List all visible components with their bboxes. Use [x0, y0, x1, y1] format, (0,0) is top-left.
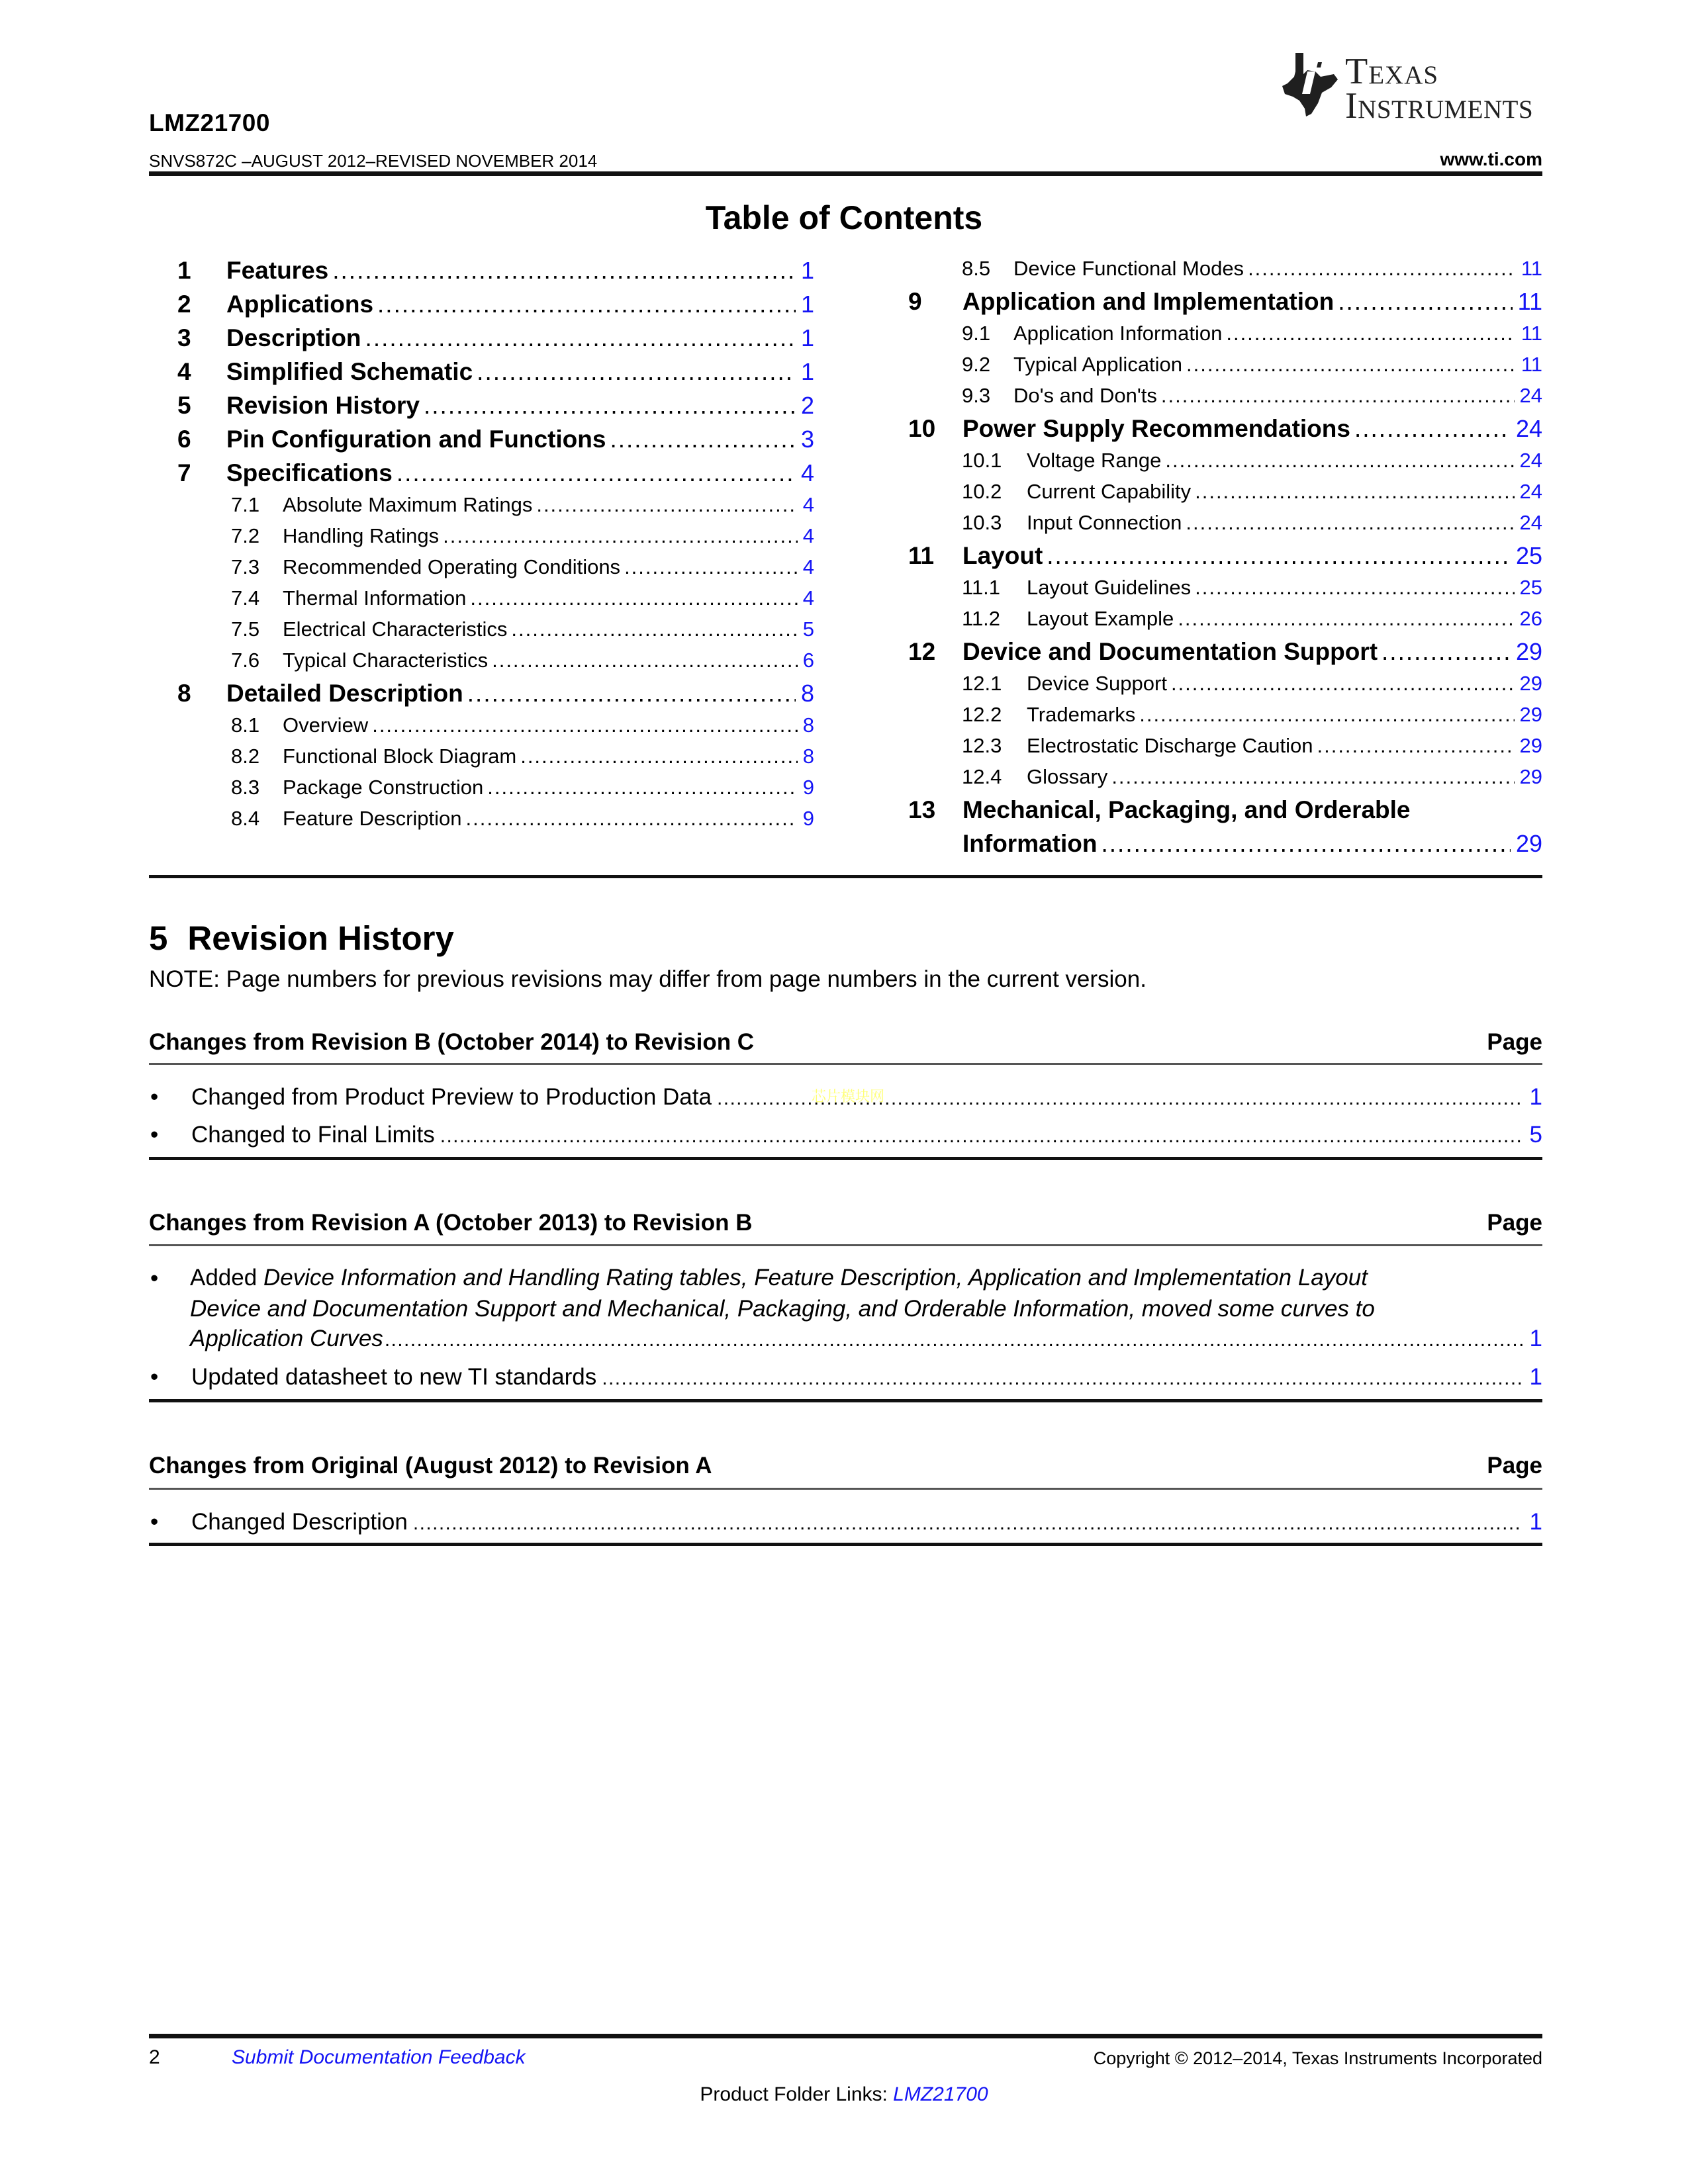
toc-entry-number: 5	[177, 392, 191, 419]
toc-entry-page-link[interactable]: 5	[802, 617, 814, 641]
leader-dots	[424, 392, 796, 420]
toc-entry-page-link[interactable]: 29	[1515, 638, 1542, 665]
toc-entry-label: Input Connection	[1027, 511, 1182, 534]
toc-entry[interactable]	[177, 713, 814, 745]
change-item	[149, 1122, 1542, 1148]
toc-entry-page-link[interactable]: 2	[800, 392, 814, 419]
toc-entry[interactable]	[177, 493, 814, 524]
toc-entry-page-link[interactable]: 8	[802, 713, 814, 737]
toc-entry-number: 8.5	[962, 257, 991, 280]
bullet: •	[150, 1122, 159, 1148]
leader-dots	[511, 617, 797, 641]
change-text: Changed from Product Preview to Production Data	[191, 1084, 712, 1110]
section-number: 5	[149, 919, 168, 957]
leader-dots	[602, 1367, 1523, 1390]
toc-entry[interactable]	[908, 480, 1542, 511]
footer-rule	[149, 2034, 1542, 2038]
toc-entry[interactable]	[908, 672, 1542, 703]
toc-entry[interactable]	[177, 807, 814, 838]
toc-entry-page-link[interactable]: 1	[800, 324, 814, 351]
toc-entry[interactable]	[177, 291, 814, 324]
toc-entry-page-link[interactable]: 4	[802, 493, 814, 516]
toc-entry-label: Description	[226, 324, 361, 351]
change-group-end-rule	[149, 1399, 1542, 1402]
toc-entry-number: 7.6	[231, 649, 260, 672]
part-number: LMZ21700	[149, 109, 270, 136]
leader-dots	[365, 324, 796, 352]
toc-entry-label: Absolute Maximum Ratings	[283, 493, 533, 516]
bullet: •	[150, 1265, 159, 1291]
change-group-rule	[149, 1063, 1542, 1065]
toc-entry-label: Device Functional Modes	[1013, 257, 1244, 280]
toc-entry-label: Typical Characteristics	[283, 649, 489, 672]
change-text-line2: Device and Documentation Support and Mechanical, Packaging, and Orderable Information, moved some curves to	[190, 1296, 1375, 1322]
page-column-label: Page	[1487, 1029, 1542, 1055]
toc-bottom-rule	[149, 875, 1542, 878]
leader-dots	[440, 1125, 1523, 1148]
leader-dots	[610, 426, 796, 453]
toc-entry[interactable]	[908, 734, 1542, 765]
leader-dots	[1186, 511, 1514, 535]
toc-entry-number: 7	[177, 459, 191, 486]
toc-entry[interactable]	[908, 415, 1542, 449]
change-group-end-rule	[149, 1543, 1542, 1546]
toc-entry[interactable]	[908, 796, 1542, 864]
toc-entry-page-link[interactable]: 4	[802, 586, 814, 610]
submit-feedback-link[interactable]: Submit Documentation Feedback	[232, 2046, 526, 2068]
toc-entry-line1	[908, 796, 1542, 830]
toc-entry-label: Information	[962, 830, 1098, 857]
toc-entry-page-link[interactable]: 1	[800, 358, 814, 385]
toc-entry-number: 11	[908, 542, 935, 569]
toc-entry-page-link[interactable]: 24	[1519, 511, 1542, 534]
change-group-title: Changes from Revision B (October 2014) to Revision C	[149, 1029, 755, 1055]
toc-entry[interactable]	[908, 607, 1542, 638]
change-page-link[interactable]: 1	[1529, 1084, 1542, 1110]
toc-entry-label: Electrostatic Discharge Caution	[1027, 734, 1313, 757]
page-column-label: Page	[1487, 1210, 1542, 1236]
toc-entry-page-link[interactable]: 11	[1521, 257, 1542, 280]
toc-entry-number: 12.1	[962, 672, 1002, 695]
toc-entry-page-link[interactable]: 29	[1515, 830, 1542, 857]
footer-copyright: Copyright © 2012–2014, Texas Instruments Incorporated	[1093, 2048, 1542, 2068]
toc-entry-label: Recommended Operating Conditions	[283, 555, 621, 578]
toc-entry-page-link[interactable]: 9	[802, 776, 814, 799]
toc-entry-number: 11.2	[962, 607, 1001, 630]
watermark-text: 芯片模块网	[812, 1088, 885, 1105]
leader-dots	[1165, 449, 1514, 473]
leader-dots	[520, 745, 798, 768]
toc-entry[interactable]	[177, 555, 814, 586]
toc-entry[interactable]	[177, 586, 814, 617]
leader-dots	[1139, 703, 1514, 727]
leader-dots	[397, 459, 796, 487]
change-page-link[interactable]: 1	[1529, 1326, 1542, 1351]
leader-dots	[1186, 353, 1516, 377]
toc-entry-page-link[interactable]: 1	[800, 291, 814, 318]
toc-entry-label: Application and Implementation	[962, 288, 1335, 315]
toc-entry-label: Voltage Range	[1027, 449, 1162, 472]
toc-entry-label: Typical Application	[1013, 353, 1183, 376]
change-text: Updated datasheet to new TI standards	[191, 1364, 597, 1390]
toc-entry-page-link[interactable]: 11	[1521, 353, 1542, 376]
toc-entry-number: 12.3	[962, 734, 1002, 757]
change-page-link[interactable]: 5	[1529, 1122, 1542, 1148]
leader-dots	[1101, 830, 1510, 858]
toc-entry-label: Pin Configuration and Functions	[226, 426, 606, 453]
leader-dots	[385, 1329, 1523, 1351]
toc-entry-number: 13	[908, 796, 936, 823]
change-text-line1: Device Information and Handling Rating tables, Feature Description, Application and Implementation Layout	[263, 1265, 1368, 1291]
leader-dots	[332, 257, 796, 285]
toc-entry-number: 4	[177, 358, 191, 385]
toc-entry[interactable]	[908, 830, 1542, 864]
toc-entry[interactable]	[177, 324, 814, 358]
toc-entry[interactable]	[177, 257, 814, 291]
toc-entry[interactable]	[177, 459, 814, 493]
toc-entry-number: 7.5	[231, 617, 260, 641]
change-group-title: Changes from Revision A (October 2013) to Revision B	[149, 1210, 753, 1236]
toc-entry-label: Device and Documentation Support	[962, 638, 1378, 665]
page-column-label: Page	[1487, 1453, 1542, 1479]
change-group-rule	[149, 1244, 1542, 1246]
toc-entry-label: Package Construction	[283, 776, 484, 799]
change-group-rule	[149, 1488, 1542, 1490]
toc-entry-number: 7.3	[231, 555, 260, 578]
change-group-heading	[149, 1210, 1542, 1236]
toc-entry-label: Current Capability	[1027, 480, 1192, 503]
toc-entry-page-link[interactable]: 24	[1515, 415, 1542, 442]
product-folder-label: Product Folder Links:	[700, 2083, 894, 2105]
toc-entry[interactable]	[177, 524, 814, 555]
leader-dots	[1354, 415, 1511, 443]
leader-dots	[377, 291, 796, 318]
toc-entry-page-link[interactable]: 9	[802, 807, 814, 830]
toc-entry-number: 7.4	[231, 586, 260, 610]
leader-dots	[492, 649, 798, 672]
toc-entry-page-link[interactable]: 8	[800, 680, 814, 707]
toc-entry-label: Detailed Description	[226, 680, 463, 707]
toc-entry-number: 1	[177, 257, 191, 284]
toc-entry-page-link[interactable]: 29	[1519, 703, 1542, 726]
toc-entry-page-link[interactable]: 26	[1519, 607, 1542, 630]
toc-entry-number: 2	[177, 291, 191, 318]
toc-entry-page-link[interactable]: 4	[802, 524, 814, 547]
leader-dots	[1171, 672, 1515, 696]
revision-history-heading	[149, 919, 454, 958]
change-item	[149, 1364, 1542, 1390]
toc-entry[interactable]	[908, 576, 1542, 607]
toc-entry-label: Mechanical, Packaging, and Orderable	[962, 796, 1411, 823]
leader-dots	[1047, 542, 1511, 570]
toc-entry-number: 7.1	[231, 493, 260, 516]
leader-dots	[1161, 384, 1515, 408]
toc-entry-number: 12.4	[962, 765, 1002, 788]
logo-line1: Texas	[1345, 51, 1439, 92]
toc-entry-number: 9.3	[962, 384, 991, 407]
product-folder-link[interactable]: LMZ21700	[893, 2083, 988, 2105]
toc-entry[interactable]	[177, 745, 814, 776]
toc-entry-label: Layout Guidelines	[1027, 576, 1192, 599]
toc-entry[interactable]	[908, 353, 1542, 384]
toc-entry-label: Feature Description	[283, 807, 462, 830]
leader-dots	[372, 713, 798, 737]
toc-entry[interactable]	[177, 776, 814, 807]
toc-entry[interactable]	[908, 288, 1542, 322]
leader-dots	[536, 493, 797, 517]
change-page-link[interactable]: 1	[1529, 1509, 1542, 1535]
toc-entry-page-link[interactable]: 6	[802, 649, 814, 672]
toc-entry-label: Power Supply Recommendations	[962, 415, 1350, 442]
leader-dots	[477, 358, 796, 386]
toc-entry-label: Glossary	[1027, 765, 1108, 788]
toc-entry-label: Handling Ratings	[283, 524, 440, 547]
leader-dots	[487, 776, 797, 799]
toc-entry[interactable]	[177, 649, 814, 680]
website-link[interactable]: www.ti.com	[1440, 149, 1542, 169]
footer-page-number: 2	[149, 2046, 160, 2068]
toc-entry[interactable]	[908, 449, 1542, 480]
toc-entry-label: Thermal Information	[283, 586, 467, 610]
bullet: •	[150, 1509, 159, 1535]
header-rule	[149, 171, 1542, 176]
toc-entry-label: Electrical Characteristics	[283, 617, 508, 641]
toc-entry[interactable]	[177, 426, 814, 459]
toc-entry-page-link[interactable]: 24	[1519, 480, 1542, 503]
toc-entry-number: 9	[908, 288, 922, 315]
toc-entry[interactable]	[908, 511, 1542, 542]
leader-dots	[1178, 607, 1514, 631]
toc-entry-page-link[interactable]: 1	[800, 257, 814, 284]
toc-entry[interactable]	[177, 358, 814, 392]
toc-entry-number: 12.2	[962, 703, 1002, 726]
leader-dots	[467, 680, 796, 707]
toc-entry[interactable]	[908, 542, 1542, 576]
toc-entry-number: 9.1	[962, 322, 991, 345]
leader-dots	[1226, 322, 1515, 345]
toc-entry-page-link[interactable]: 25	[1515, 542, 1542, 569]
bullet: •	[150, 1364, 159, 1390]
toc-entry[interactable]	[908, 322, 1542, 353]
change-page-link[interactable]: 1	[1529, 1364, 1542, 1390]
change-item-multiline	[190, 1262, 1542, 1324]
toc-entry-label: Trademarks	[1027, 703, 1136, 726]
toc-entry-number: 11.1	[962, 576, 1001, 599]
leader-dots	[1338, 288, 1512, 316]
leader-dots	[624, 555, 798, 579]
toc-entry-label: Layout	[962, 542, 1043, 569]
toc-entry-label: Layout Example	[1027, 607, 1174, 630]
toc-entry-number: 9.2	[962, 353, 991, 376]
toc-entry-number: 12	[908, 638, 936, 665]
ti-logo	[1281, 48, 1546, 126]
change-item-lastline	[190, 1326, 1542, 1352]
toc-entry-number: 3	[177, 324, 191, 351]
toc-entry[interactable]	[908, 257, 1542, 288]
toc-title: Table of Contents	[705, 199, 983, 236]
toc-entry-page-link[interactable]: 24	[1519, 449, 1542, 472]
toc-entry-page-link[interactable]: 4	[800, 459, 814, 486]
toc-entry-page-link[interactable]: 25	[1519, 576, 1542, 599]
toc-right-column	[908, 257, 1542, 864]
toc-entry-number: 6	[177, 426, 191, 453]
toc-entry[interactable]	[177, 392, 814, 426]
toc-entry-number: 8.3	[231, 776, 260, 799]
change-group-end-rule	[149, 1157, 1542, 1160]
document-revision-line: SNVS872C –AUGUST 2012–REVISED NOVEMBER 2014	[149, 151, 598, 171]
leader-dots	[413, 1512, 1523, 1535]
toc-entry-number: 10	[908, 415, 936, 442]
leader-dots	[443, 524, 798, 548]
toc-entry-page-link[interactable]: 11	[1517, 288, 1542, 315]
toc-entry[interactable]	[908, 384, 1542, 415]
section-title: Revision History	[187, 919, 454, 957]
toc-entry-label: Device Support	[1027, 672, 1167, 695]
change-text-prefix: Added	[190, 1265, 263, 1291]
leader-dots	[1195, 576, 1514, 600]
logo-line2: Instruments	[1345, 85, 1534, 126]
toc-entry[interactable]	[908, 638, 1542, 672]
toc-entry-number: 8.2	[231, 745, 260, 768]
toc-entry-page-link[interactable]: 24	[1519, 384, 1542, 407]
toc-entry-label: Applications	[226, 291, 374, 318]
toc-entry-page-link[interactable]: 11	[1521, 322, 1542, 345]
toc-entry-number: 10.1	[962, 449, 1002, 472]
toc-entry-page-link[interactable]: 8	[802, 745, 814, 768]
toc-entry-label: Simplified Schematic	[226, 358, 473, 385]
change-item	[149, 1509, 1542, 1535]
toc-entry[interactable]	[908, 703, 1542, 734]
leader-dots	[466, 807, 798, 831]
bullet: •	[150, 1084, 159, 1110]
leader-dots	[1317, 734, 1514, 758]
toc-entry-label: Do's and Don'ts	[1013, 384, 1157, 407]
leader-dots	[1111, 765, 1514, 789]
toc-entry[interactable]	[177, 617, 814, 649]
toc-entry-number: 10.3	[962, 511, 1002, 534]
toc-entry-label: Features	[226, 257, 329, 284]
change-group-title: Changes from Original (August 2012) to Revision A	[149, 1453, 712, 1479]
toc-entry-number: 7.2	[231, 524, 260, 547]
toc-entry-page-link[interactable]: 29	[1519, 672, 1542, 695]
change-text: Changed to Final Limits	[191, 1122, 435, 1148]
toc-entry-number: 8.4	[231, 807, 260, 830]
revision-note: NOTE: Page numbers for previous revisions may differ from page numbers in the current version.	[149, 966, 1147, 992]
change-text-line3: Application Curves	[190, 1326, 383, 1351]
change-text: Changed Description	[191, 1509, 408, 1535]
toc-entry-number: 8	[177, 680, 191, 707]
toc-entry-page-link[interactable]: 4	[802, 555, 814, 578]
toc-entry-label: Overview	[283, 713, 369, 737]
toc-entry-page-link[interactable]: 3	[800, 426, 814, 453]
product-folder-links	[0, 2083, 1688, 2106]
toc-entry-number: 8.1	[231, 713, 260, 737]
toc-entry[interactable]	[908, 765, 1542, 796]
toc-entry-label: Revision History	[226, 392, 420, 419]
toc-entry-number: 10.2	[962, 480, 1002, 503]
change-group-heading	[149, 1029, 1542, 1056]
ti-texas-logo-icon	[1281, 48, 1340, 120]
toc-entry-page-link[interactable]: 29	[1519, 765, 1542, 788]
change-group-heading	[149, 1453, 1542, 1479]
toc-left-column	[177, 257, 814, 838]
toc-entry-label: Specifications	[226, 459, 393, 486]
toc-entry[interactable]	[177, 680, 814, 713]
toc-entry-label: Application Information	[1013, 322, 1223, 345]
toc-entry-label: Functional Block Diagram	[283, 745, 517, 768]
leader-dots	[1248, 257, 1516, 281]
leader-dots	[1382, 638, 1511, 666]
toc-entry-page-link[interactable]: 29	[1519, 734, 1542, 757]
leader-dots	[1195, 480, 1514, 504]
leader-dots	[470, 586, 797, 610]
